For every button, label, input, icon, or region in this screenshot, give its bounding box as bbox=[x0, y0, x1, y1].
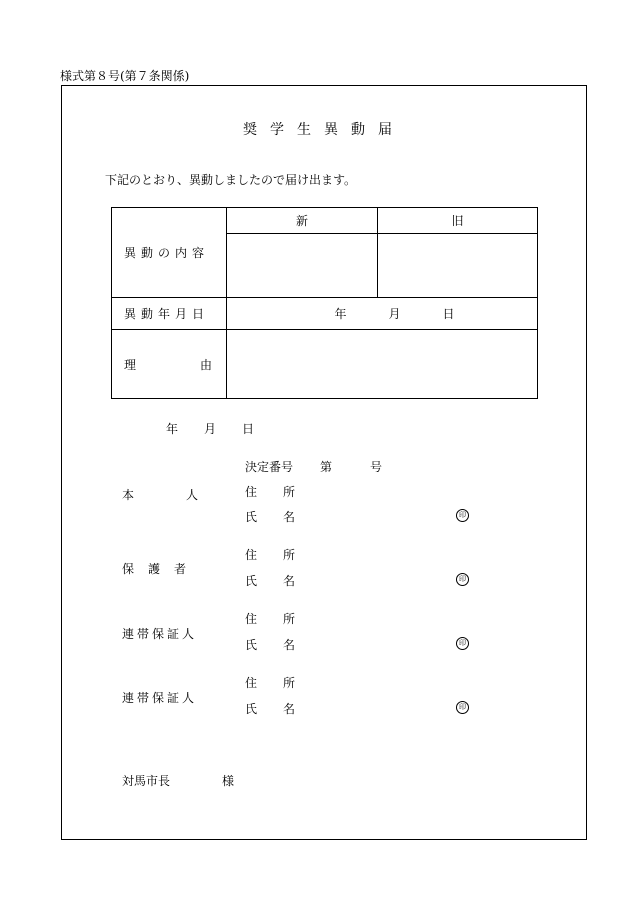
applicant-address-label-1: 住 bbox=[245, 485, 258, 499]
submission-month-label: 月 bbox=[204, 422, 217, 436]
column-header-old: 旧 bbox=[378, 208, 538, 234]
applicant-name-label-1: 氏 bbox=[245, 510, 258, 524]
guarantor-2-address-label-2: 所 bbox=[283, 676, 296, 690]
guarantor-2-name-label-2: 名 bbox=[283, 702, 296, 716]
guarantor-1-label: 連帯保証人 bbox=[122, 627, 198, 641]
applicant-label-1: 本 bbox=[122, 488, 135, 502]
decision-number-label: 決定番号 bbox=[245, 460, 294, 474]
applicant-name-label-2: 名 bbox=[283, 510, 296, 524]
reason-field[interactable] bbox=[227, 330, 538, 399]
decision-number-go: 号 bbox=[370, 460, 383, 474]
applicant-seal-icon: 印 bbox=[456, 509, 469, 522]
guardian-seal-icon: 印 bbox=[456, 573, 469, 586]
guarantor-2-name-label-1: 氏 bbox=[245, 702, 258, 716]
guarantor-1-name-label-2: 名 bbox=[283, 638, 296, 652]
change-date-field[interactable] bbox=[227, 298, 538, 330]
guarantor-2-label: 連帯保証人 bbox=[122, 691, 198, 705]
guarantor-1-name-label-1: 氏 bbox=[245, 638, 258, 652]
applicant-label-2: 人 bbox=[186, 488, 199, 502]
reason-label-cell bbox=[112, 330, 227, 399]
change-date-label-cell bbox=[112, 298, 227, 330]
change-content-label-cell bbox=[112, 208, 227, 298]
change-date-year: 年 bbox=[334, 307, 347, 321]
guarantor-1-seal-icon: 印 bbox=[456, 637, 469, 650]
change-date-label: 異動年月日 bbox=[124, 307, 210, 321]
new-content-field[interactable] bbox=[227, 234, 378, 298]
guarantor-2-address-label-1: 住 bbox=[245, 676, 258, 690]
reason-label-2: 由 bbox=[199, 357, 212, 372]
addressee-honorific: 様 bbox=[222, 774, 235, 788]
guarantor-1-address-label-1: 住 bbox=[245, 612, 258, 626]
guardian-name-label-2: 名 bbox=[283, 574, 296, 588]
guardian-label: 保護者 bbox=[122, 562, 201, 576]
change-date-month: 月 bbox=[388, 307, 401, 321]
submission-year-label: 年 bbox=[166, 422, 179, 436]
old-content-field[interactable] bbox=[378, 234, 538, 298]
change-date-day: 日 bbox=[442, 307, 455, 321]
decision-number-dai: 第 bbox=[320, 460, 333, 474]
form-number-label: 様式第８号(第７条関係) bbox=[60, 69, 190, 83]
guardian-name-label-1: 氏 bbox=[245, 574, 258, 588]
page-title: 奨学生異動届 bbox=[243, 122, 405, 138]
change-content-label: 異動の内容 bbox=[124, 246, 210, 260]
reason-label-1: 理 bbox=[124, 357, 137, 372]
guardian-address-label-1: 住 bbox=[245, 548, 258, 562]
change-details-table bbox=[111, 207, 538, 399]
guardian-address-label-2: 所 bbox=[283, 548, 296, 562]
intro-text: 下記のとおり、異動しましたので届け出ます。 bbox=[105, 173, 357, 187]
applicant-address-label-2: 所 bbox=[283, 485, 296, 499]
guarantor-2-seal-icon: 印 bbox=[456, 701, 469, 714]
column-header-new: 新 bbox=[227, 208, 378, 234]
submission-day-label: 日 bbox=[242, 422, 255, 436]
addressee-name: 対馬市長 bbox=[122, 774, 171, 788]
guarantor-1-address-label-2: 所 bbox=[283, 612, 296, 626]
